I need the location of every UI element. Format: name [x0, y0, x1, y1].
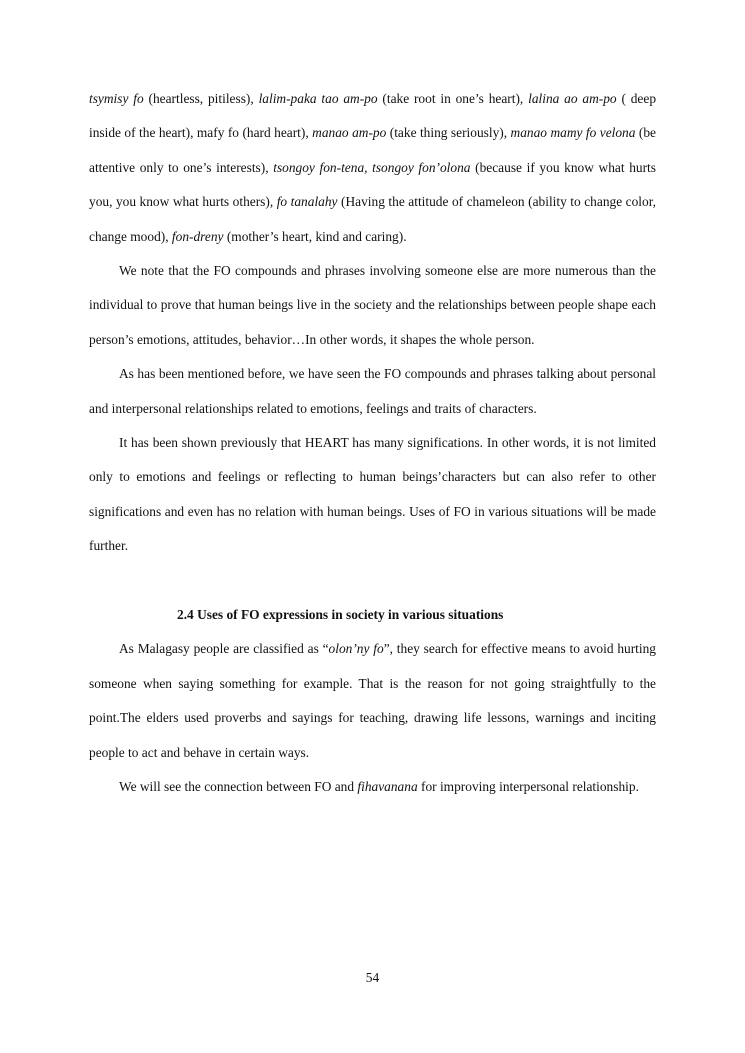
text-run: (mother’s heart, kind and caring). — [223, 228, 407, 244]
paragraphs-after-heading — [89, 632, 656, 804]
italic-term: tsymisy fo — [89, 91, 144, 106]
italic-term: olon’ny fo — [328, 641, 384, 657]
paragraph — [89, 82, 656, 254]
paragraphs-before-heading — [89, 82, 656, 564]
italic-term: fon-dreny — [171, 228, 224, 244]
text-run: (heartless, pitiless), — [143, 91, 259, 106]
text-run: We will see the connection between FO and — [119, 779, 358, 795]
text-run: (take thing seriously), — [386, 125, 511, 141]
paragraph — [89, 770, 656, 804]
italic-term: fihavanana — [357, 779, 418, 795]
italic-term: manao mamy fo velona — [510, 125, 636, 141]
text-run: It has been shown previously that HEART has many significations. In other words, it is not limited only to emotions and feelings or reflecting to human beings’characters but can also refer to other significations and even has no relation with human beings. Uses of FO in various situations will be made further. — [89, 435, 656, 554]
paragraph — [89, 254, 656, 357]
italic-term: lalina ao am-po — [528, 91, 617, 106]
page-number: 54 — [365, 970, 380, 985]
text-run: We note that the FO compounds and phrases involving someone else are more numerous than the individual to prove that human beings live in the society and the relationships between people shape each person’s emotions, attitudes, behavior…In other words, it shapes the whole person. — [89, 263, 656, 347]
text-run: As has been mentioned before, we have seen the FO compounds and phrases talking about personal and interpersonal relationships related to emotions, feelings and traits of characters. — [89, 366, 656, 416]
body-text — [89, 82, 656, 805]
text-run: (be attentive only to one’s interests), — [89, 125, 657, 175]
text-run: ( deep inside of the heart), mafy fo (hard heart), — [89, 91, 657, 141]
italic-term: fo tanalahy — [276, 194, 338, 210]
text-run: ”, they search for effective means to avoid hurting someone when saying something for example. That is the reason for not going straightfully to the point.The elders used proverbs and sayings for teaching, drawing life lessons, warnings and inciting people to act and behave in certain ways. — [89, 641, 657, 760]
text-run: (Having the attitude of chameleon (ability to change color, change mood), — [89, 194, 656, 244]
italic-term: lalim-paka tao am-po — [258, 91, 378, 106]
section-heading: 2.4 Uses of FO expressions in society in various situations — [177, 607, 504, 623]
paragraph — [89, 632, 656, 770]
paragraph — [89, 426, 656, 564]
text-run: As Malagasy people are classified as “ — [119, 641, 329, 657]
text-run: (because if you know what hurts you, you know what hurts others), — [89, 159, 656, 210]
text-run: for improving interpersonal relationship. — [417, 779, 639, 795]
italic-term: tsongoy fon-tena, tsongoy fon’olona — [273, 159, 471, 175]
text-run: (take root in one’s heart), — [377, 91, 529, 106]
italic-term: manao am-po — [312, 125, 387, 141]
paragraph — [89, 357, 656, 426]
